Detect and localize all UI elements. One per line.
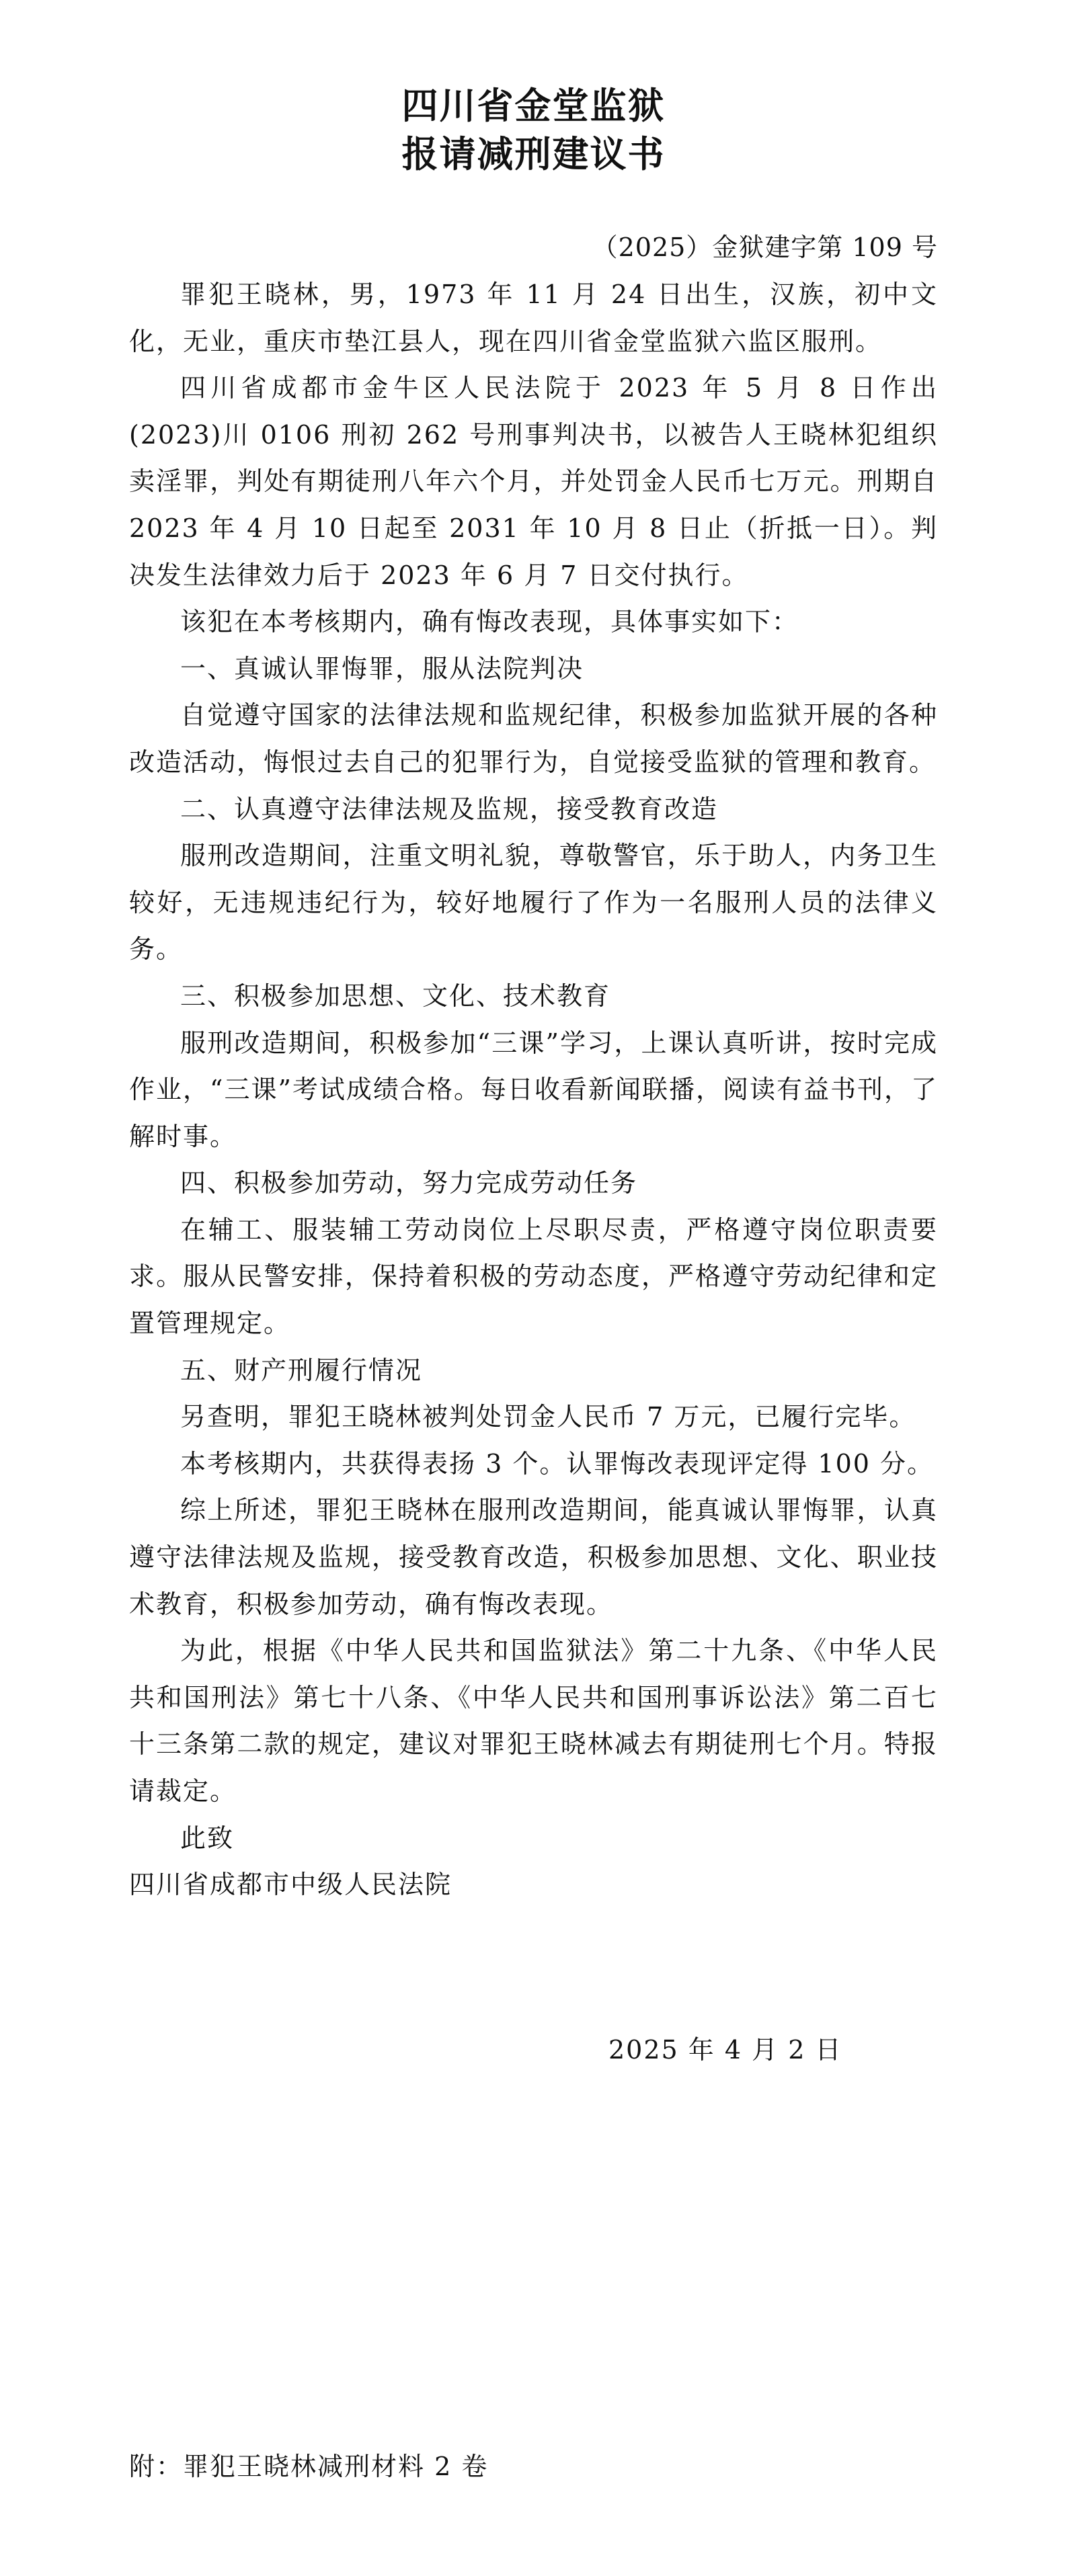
paragraph-assessment: 本考核期内，共获得表扬 3 个。认罪悔改表现评定得 100 分。: [180, 1448, 935, 1479]
document-title-line2: 报请减刑建议书: [401, 133, 666, 175]
paragraph-personal-info: 罪犯王晓林，男，1973 年 11 月 24 日出生，汉族，初中文化，无业，重庆市垫江县人，现在四川省金堂监狱六监区服刑。: [129, 280, 938, 356]
document-title-line1: 四川省金堂监狱: [401, 85, 666, 127]
section-heading-1: 一、真诚认罪悔罪，服从法院判决: [180, 653, 584, 683]
paragraph-section-1: 自觉遵守国家的法律法规和监规纪律，积极参加监狱开展的各种改造活动，悔恨过去自己的犯罪行为，自觉接受监狱的管理和教育。: [129, 700, 938, 777]
paragraph-section-2: 服刑改造期间，注重文明礼貌，尊敬警官，乐于助人，内务卫生较好，无违规违纪行为，较好地履行了作为一名服刑人员的法律义务。: [129, 841, 938, 964]
section-heading-3: 三、积极参加思想、文化、技术教育: [180, 981, 611, 1011]
document-number: （2025）金狱建字第 109 号: [592, 233, 938, 262]
paragraph-section-5: 另查明，罪犯王晓林被判处罚金人民币 7 万元，已履行完毕。: [180, 1402, 916, 1432]
paragraph-section-3: 服刑改造期间，积极参加“三课”学习，上课认真听讲，按时完成作业，“三课”考试成绩合格。每日收看新闻联播，阅读有益书刊，了解时事。: [129, 1028, 938, 1151]
attachment-note: 附：罪犯王晓林减刑材料 2 卷: [129, 2452, 489, 2481]
paragraph-recommendation: 为此，根据《中华人民共和国监狱法》第二十九条、《中华人民共和国刑法》第七十八条、《中华人民共和国刑事诉讼法》第二百七十三条第二款的规定，建议对罪犯王晓林减去有期徒刑七个月。特报请裁定。: [129, 1636, 938, 1806]
document-body: [129, 272, 938, 1909]
recipient: 四川省成都市中级人民法院: [129, 1870, 452, 1900]
section-heading-4: 四、积极参加劳动，努力完成劳动任务: [180, 1168, 638, 1198]
paragraph-section-4: 在辅工、服装辅工劳动岗位上尽职尽责，严格遵守岗位职责要求。服从民警安排，保持着积极的劳动态度，严格遵守劳动纪律和定置管理规定。: [129, 1214, 938, 1339]
section-heading-2: 二、认真遵守法律法规及监规，接受教育改造: [180, 794, 719, 824]
paragraph-judgment: 四川省成都市金牛区人民法院于 2023 年 5 月 8 日作出(2023)川 0106 刑初 262 号刑事判决书，以被告人王晓林犯组织卖淫罪，判处有期徒刑八年六个月，并处罚金人民币七万元。刑期自 2023 年 4 月 10 日起至 2031 年 10 月 8 日止（折抵一日）。判决发生法律效力后于 2023 年 6 月 7 日交付执行。: [129, 373, 938, 590]
document-date: 2025 年 4 月 2 日: [608, 2035, 842, 2065]
section-heading-5: 五、财产刑履行情况: [180, 1355, 423, 1385]
paragraph-intro: 该犯在本考核期内，确有悔改表现，具体事实如下：: [180, 607, 799, 637]
paragraph-summary: 综上所述，罪犯王晓林在服刑改造期间，能真诚认罪悔罪，认真遵守法律法规及监规，接受教育改造，积极参加思想、文化、职业技术教育，积极参加劳动，确有悔改表现。: [129, 1495, 938, 1619]
paragraph-salutation: 此致: [180, 1823, 235, 1853]
